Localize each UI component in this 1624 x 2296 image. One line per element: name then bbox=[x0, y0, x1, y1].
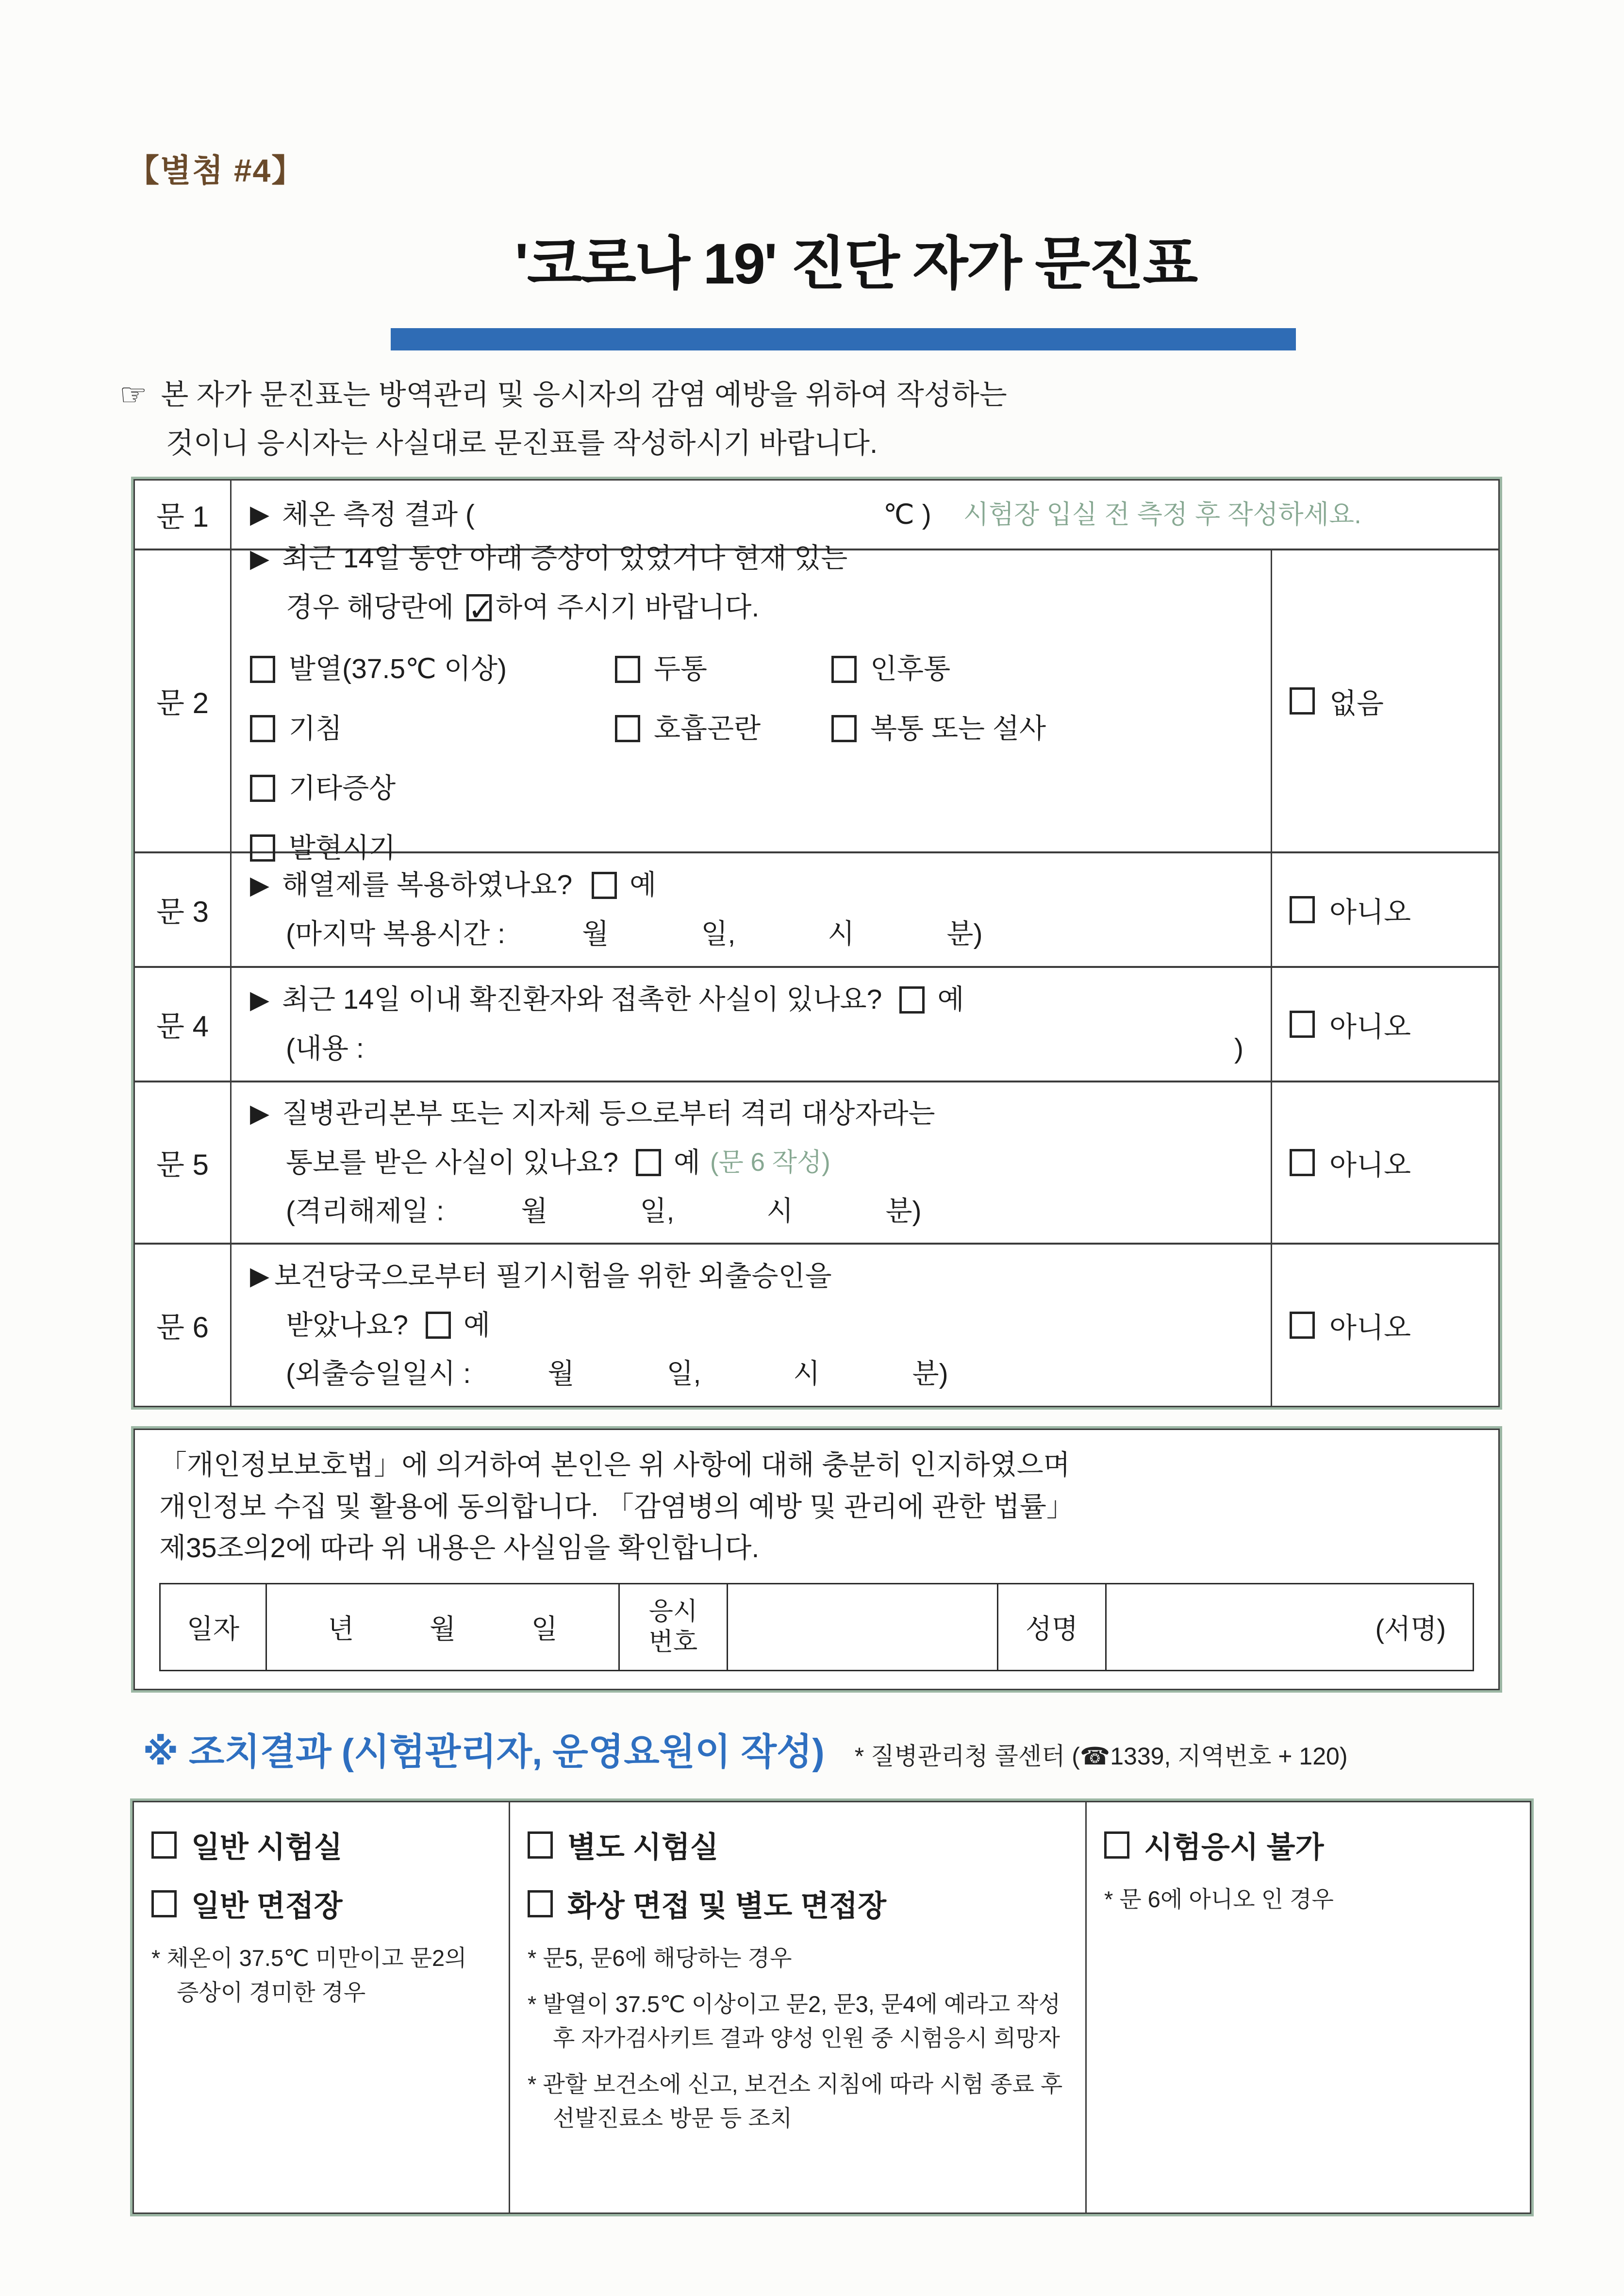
consent-line-2: 개인정보 수집 및 활용에 동의합니다. 「감염병의 예방 및 관리에 관한 법률」 bbox=[159, 1491, 1074, 1522]
action-column-denied bbox=[1085, 1802, 1530, 2213]
q2-line-2-after: 하여 주시기 바랍니다. bbox=[496, 592, 760, 623]
symptom-checkbox-stomach[interactable] bbox=[831, 715, 857, 742]
q5-question-line-2: 통보를 받은 사실이 있나요? bbox=[286, 1147, 618, 1178]
attachment-tag: 【별첨 #4】 bbox=[127, 152, 305, 188]
action-result-header bbox=[143, 1722, 1347, 1775]
consent-line-3: 제35조의2에 따라 위 내용은 사실임을 확인합니다. bbox=[159, 1532, 760, 1564]
question-row-2 bbox=[135, 543, 1498, 864]
q2-line-2-before: 경우 해당란에 bbox=[286, 592, 454, 623]
separate-condition-note-2: * 발열이 37.5℃ 이상이고 문2, 문3, 문4에 예라고 작성 후 자가검사키트 결과 양성 인원 중 시험응시 희망자 bbox=[528, 1991, 1061, 2051]
q4-detail-suffix: ) bbox=[1234, 1033, 1243, 1064]
exam-denied-checkbox[interactable] bbox=[1104, 1831, 1129, 1859]
play-bullet-icon: ▶ bbox=[250, 544, 269, 573]
play-bullet-icon: ▶ bbox=[250, 1099, 269, 1128]
question-row-1 bbox=[135, 481, 1498, 549]
signature-table bbox=[159, 1583, 1474, 1671]
q5-release-date-fields[interactable]: (격리해제일 : 월 일, 시 분) bbox=[286, 1196, 922, 1227]
denied-condition-note: * 문 6에 아니오 인 경우 bbox=[1104, 1886, 1334, 1912]
consent-section bbox=[131, 1426, 1502, 1693]
q5-no-label: 아니오 bbox=[1329, 1149, 1411, 1181]
q6-question-line-1: 보건당국으로부터 필기시험을 위한 외출승인을 bbox=[274, 1260, 832, 1292]
q6-approval-date-fields[interactable]: (외출승일일시 : 월 일, 시 분) bbox=[286, 1358, 948, 1390]
action-column-separate bbox=[509, 1802, 1085, 2213]
exam-number-field[interactable] bbox=[727, 1584, 997, 1670]
play-bullet-icon: ▶ bbox=[250, 985, 269, 1014]
symptom-checkbox-other[interactable] bbox=[250, 775, 275, 802]
video-interview-label: 화상 면접 및 별도 면접장 bbox=[567, 1889, 887, 1922]
checked-checkbox-icon bbox=[466, 594, 492, 621]
symptom-label: 두통 bbox=[654, 653, 708, 685]
intro-note bbox=[119, 370, 1007, 466]
q1-text: 체온 측정 결과 ( bbox=[282, 499, 475, 530]
symptom-checklist bbox=[250, 649, 1256, 868]
q6-question-line-2: 받았나요? bbox=[286, 1309, 408, 1341]
q3-time-fields[interactable]: (마지막 복용시간 : 월 일, 시 분) bbox=[286, 918, 983, 949]
callcenter-note: * 질병관리청 콜센터 (☎1339, 지역번호 + 120) bbox=[854, 1743, 1348, 1770]
normal-examroom-checkbox[interactable] bbox=[151, 1831, 177, 1859]
intro-line-1: 본 자가 문진표는 방역관리 및 응시자의 감염 예방을 위하여 작성하는 bbox=[161, 379, 1007, 411]
title-underline-bar bbox=[391, 328, 1296, 350]
action-result-table bbox=[130, 1798, 1534, 2216]
q3-yes-checkbox[interactable] bbox=[592, 872, 617, 899]
q1-unit: ℃ ) bbox=[883, 499, 931, 530]
signature-field[interactable]: (서명) bbox=[1105, 1584, 1473, 1670]
q4-yes-label: 예 bbox=[937, 984, 964, 1015]
symptom-checkbox-fever[interactable] bbox=[250, 656, 275, 683]
q6-no-label: 아니오 bbox=[1329, 1312, 1411, 1344]
page-title: '코로나 19' 진단 자가 문진표 bbox=[514, 232, 1197, 296]
play-bullet-icon: ▶ bbox=[250, 500, 269, 529]
q5-yes-note: (문 6 작성) bbox=[710, 1148, 830, 1177]
q2-line-1: 최근 14일 동안 아래 증상이 있었거나 현재 있는 bbox=[282, 543, 848, 574]
symptom-label: 인후통 bbox=[870, 653, 951, 685]
question-row-6 bbox=[135, 1243, 1498, 1406]
q4-label: 문 4 bbox=[135, 968, 232, 1081]
separate-condition-note-3: * 관할 보건소에 신고, 보건소 지침에 따라 시험 종료 후 선발진료소 방문 등 조치 bbox=[528, 2071, 1063, 2131]
q3-question: 해열제를 복용하였나요? bbox=[282, 869, 573, 901]
symptom-label: 기침 bbox=[289, 713, 343, 744]
q6-label: 문 6 bbox=[135, 1245, 232, 1406]
q3-no-checkbox[interactable] bbox=[1290, 896, 1315, 923]
q5-question-line-1: 질병관리본부 또는 지자체 등으로부터 격리 대상자라는 bbox=[282, 1098, 935, 1129]
q3-yes-label: 예 bbox=[630, 869, 657, 901]
normal-condition-note: * 체온이 37.5℃ 미만이고 문2의 증상이 경미한 경우 bbox=[151, 1945, 467, 2005]
separate-examroom-label: 별도 시험실 bbox=[567, 1830, 719, 1863]
question-row-5 bbox=[135, 1081, 1498, 1243]
symptom-label: 복통 또는 설사 bbox=[870, 713, 1046, 744]
normal-interview-checkbox[interactable] bbox=[151, 1890, 177, 1917]
q4-question: 최근 14일 이내 확진환자와 접촉한 사실이 있나요? bbox=[282, 984, 882, 1015]
q6-yes-checkbox[interactable] bbox=[426, 1312, 451, 1339]
q5-yes-label: 예 bbox=[673, 1147, 700, 1178]
symptom-checkbox-cough[interactable] bbox=[250, 715, 275, 742]
q5-yes-checkbox[interactable] bbox=[636, 1149, 661, 1176]
action-result-title: ※ 조치결과 (시험관리자, 운영요원이 작성) bbox=[143, 1731, 825, 1773]
action-column-normal bbox=[134, 1802, 509, 2213]
video-interview-checkbox[interactable] bbox=[528, 1890, 553, 1917]
symptom-checkbox-breathing[interactable] bbox=[615, 715, 640, 742]
normal-examroom-label: 일반 시험실 bbox=[191, 1830, 343, 1863]
q2-none-checkbox[interactable] bbox=[1290, 687, 1315, 715]
date-input-area[interactable]: 년 월 일 bbox=[265, 1584, 618, 1670]
q4-no-label: 아니오 bbox=[1329, 1011, 1411, 1043]
q4-no-checkbox[interactable] bbox=[1290, 1011, 1315, 1038]
q6-no-checkbox[interactable] bbox=[1290, 1312, 1315, 1339]
name-label: 성명 bbox=[997, 1584, 1105, 1670]
question-table bbox=[131, 477, 1502, 1410]
q2-label: 문 2 bbox=[135, 550, 232, 851]
separate-examroom-checkbox[interactable] bbox=[528, 1831, 553, 1859]
exam-denied-label: 시험응시 불가 bbox=[1144, 1830, 1324, 1863]
q2-none-label: 없음 bbox=[1329, 688, 1384, 719]
separate-condition-note-1: * 문5, 문6에 해당하는 경우 bbox=[528, 1945, 792, 1971]
pointing-hand-icon: ☞ bbox=[119, 377, 148, 412]
q3-label: 문 3 bbox=[135, 853, 232, 966]
symptom-checkbox-headache[interactable] bbox=[615, 656, 640, 683]
q5-no-checkbox[interactable] bbox=[1290, 1149, 1315, 1176]
intro-line-2: 것이니 응시자는 사실대로 문진표를 작성하시기 바랍니다. bbox=[166, 427, 878, 459]
question-row-4 bbox=[135, 966, 1498, 1081]
exam-number-label: 응시 번호 bbox=[618, 1584, 727, 1670]
q3-no-label: 아니오 bbox=[1329, 897, 1411, 928]
play-bullet-icon: ▶ bbox=[250, 1262, 269, 1291]
q6-yes-label: 예 bbox=[463, 1309, 491, 1341]
q5-label: 문 5 bbox=[135, 1082, 232, 1243]
symptom-label: 호흡곤란 bbox=[654, 713, 761, 744]
normal-interview-label: 일반 면접장 bbox=[191, 1889, 343, 1922]
symptom-checkbox-sorethroat[interactable] bbox=[831, 656, 857, 683]
symptom-label: 발현시기 bbox=[289, 832, 396, 864]
play-bullet-icon: ▶ bbox=[250, 871, 269, 899]
symptom-label: 기타증상 bbox=[289, 772, 396, 804]
question-row-3 bbox=[135, 851, 1498, 966]
q1-instruction-note: 시험장 입실 전 측정 후 작성하세요. bbox=[963, 499, 1362, 529]
date-label: 일자 bbox=[186, 1613, 240, 1644]
consent-line-1: 「개인정보보호법」에 의거하여 본인은 위 사항에 대해 충분히 인지하였으며 bbox=[159, 1449, 1070, 1481]
q4-yes-checkbox[interactable] bbox=[899, 986, 925, 1014]
q4-detail-prefix: (내용 : bbox=[286, 1033, 364, 1064]
q1-label: 문 1 bbox=[135, 481, 232, 549]
symptom-label: 발열(37.5℃ 이상) bbox=[289, 653, 507, 685]
